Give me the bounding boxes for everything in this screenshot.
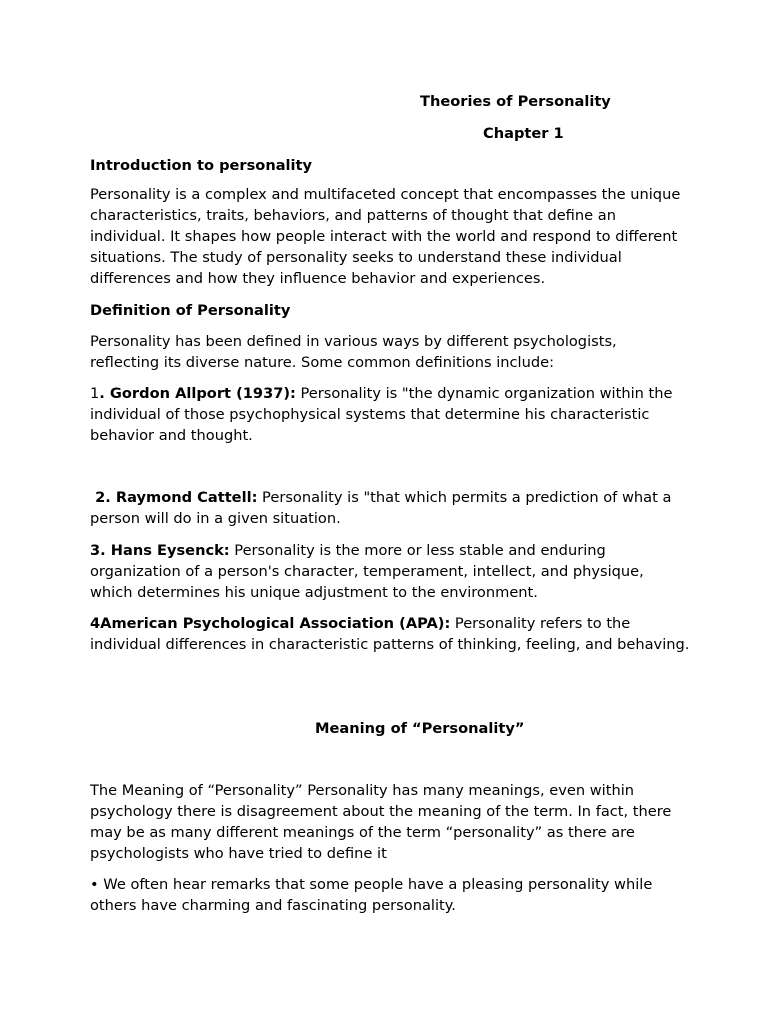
definition-paragraph: Personality has been defined in various ways by different psychologists, reflecting its diverse nature. Some common definitions include: [90,333,617,371]
definition-item-cattell [90,488,690,530]
definition-item-label: . Gordon Allport (1937): [99,385,296,402]
definition-item-eysenck [90,541,690,604]
definition-item-text: Personality is the more or less stable and enduring organization of a person's character, temperament, intellect, and physique, which determines his unique adjustment to the environment. [90,542,644,601]
meaning-paragraph: The Meaning of “Personality” Personality has many meanings, even within psychology there is disagreement about the meaning of the term. In fact, there may be as many different meanings of the term “personality” as there are psychologists who have tried to define it [90,782,672,862]
definition-item-number: 1 [90,385,100,402]
definition-item-text: Personality refers to the individual differences in characteristic patterns of thinking, feeling, and behaving. [90,615,690,653]
definition-item-text: Personality is "that which permits a prediction of what a person will do in a given situation. [90,489,672,527]
definition-item-apa [90,614,690,656]
definition-item-text: Personality is "the dynamic organization within the individual of those psychophysical systems that determine his characteristic behavior and thought. [90,385,673,444]
chapter-label: Chapter 1 [483,125,564,142]
meaning-bullet: • We often hear remarks that some people have a pleasing personality while others have charming and fascinating personality. [90,876,653,914]
intro-heading: Introduction to personality [90,157,313,174]
definition-item-label: 3. Hans Eysenck: [90,542,230,559]
definition-heading: Definition of Personality [90,302,291,319]
definition-item-label: 2. Raymond Cattell: [90,489,258,506]
definition-item-allport [90,384,690,447]
document-title: Theories of Personality [420,93,611,110]
definition-item-label: 4American Psychological Association (APA): [90,615,451,632]
meaning-heading: Meaning of “Personality” [315,720,525,737]
intro-paragraph: Personality is a complex and multifaceted concept that encompasses the unique characteristics, traits, behaviors, and patterns of thought that define an individual. It shapes how people interact with the world and respond to different situations. The study of personality seeks to understand these individual differences and how they influence behavior and experiences. [90,186,681,287]
